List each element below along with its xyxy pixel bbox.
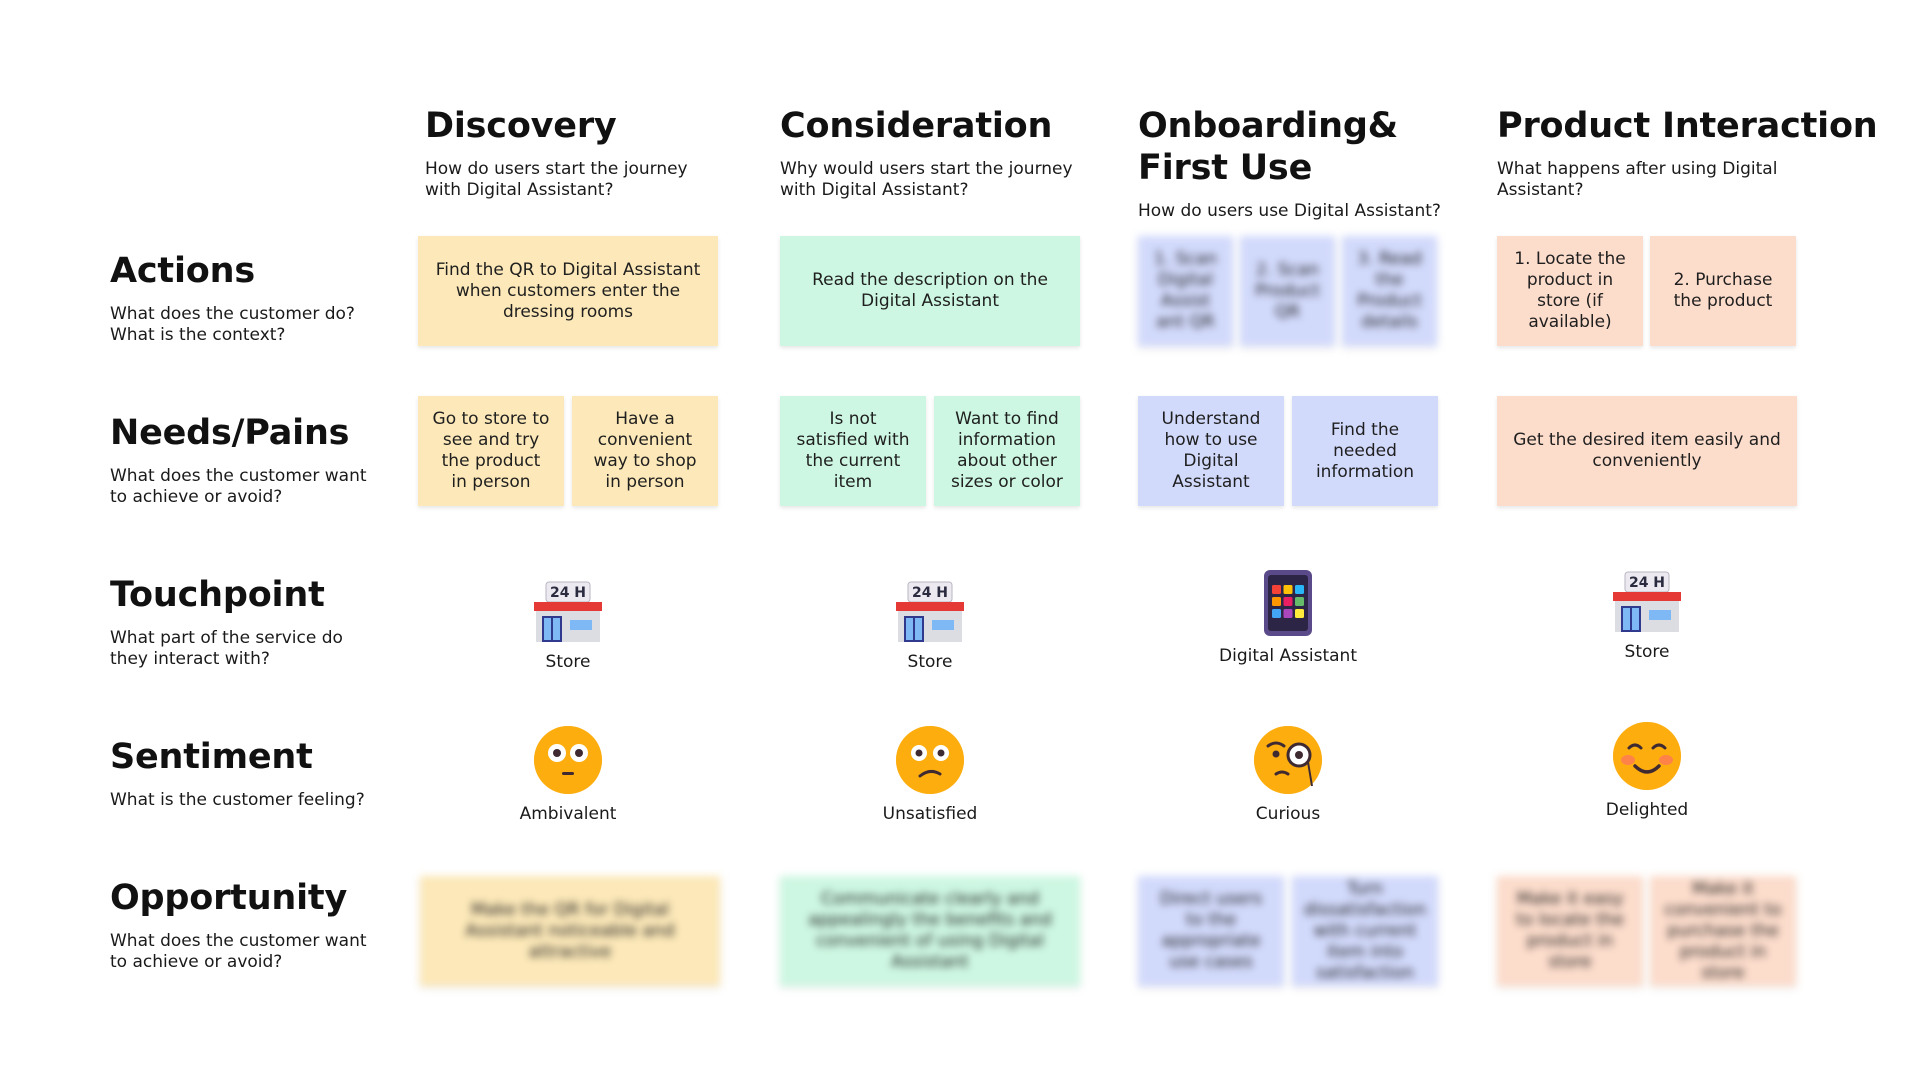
touchpoint-label: Digital Assistant bbox=[1219, 646, 1357, 666]
row-question: What is the customer feeling? bbox=[110, 790, 365, 810]
store-icon bbox=[1611, 570, 1683, 634]
row-label-touchpoint bbox=[110, 574, 380, 670]
stage-title: Discovery bbox=[425, 106, 617, 146]
sticky-note-need-discovery-2[interactable]: Have a convenient way to shop in person bbox=[572, 396, 718, 506]
stage-title: Consideration bbox=[780, 106, 1053, 146]
touchpoint-label: Store bbox=[545, 652, 591, 672]
row-label-opportunity bbox=[110, 877, 380, 973]
stage-title: Onboarding& First Use bbox=[1138, 106, 1398, 188]
row-label-needs-pains bbox=[110, 412, 380, 508]
sticky-note-opportunity-discovery[interactable]: Make the QR for Digital Assistant noticeable and attractive bbox=[420, 876, 720, 986]
svg-text:24 H: 24 H bbox=[911, 585, 949, 601]
stage-header-discovery bbox=[425, 105, 745, 201]
row-title: Actions bbox=[110, 251, 255, 291]
touchpoint-label: Store bbox=[907, 652, 953, 672]
svg-text:24 H: 24 H bbox=[1628, 575, 1666, 591]
stage-question: Why would users start the journey with Digital Assistant? bbox=[780, 159, 1073, 200]
sticky-note-action-product-1[interactable]: 1. Locate the product in store (if available) bbox=[1497, 236, 1643, 346]
sticky-note-action-onboarding-1[interactable]: 1. Scan Digital Assist ant QR bbox=[1138, 236, 1233, 346]
sentiment-label: Ambivalent bbox=[519, 804, 617, 824]
sticky-note-need-onboarding-1[interactable]: Understand how to use Digital Assistant bbox=[1138, 396, 1284, 506]
touchpoint-label: Store bbox=[1624, 642, 1670, 662]
touchpoint-onboarding bbox=[1178, 568, 1398, 667]
sticky-note-need-product[interactable]: Get the desired item easily and conveniently bbox=[1497, 396, 1797, 506]
row-title: Sentiment bbox=[110, 737, 313, 777]
sticky-note-action-onboarding-2[interactable]: 2. Scan Product QR bbox=[1240, 236, 1335, 346]
stage-header-consideration bbox=[780, 105, 1110, 201]
sticky-note-opportunity-consideration[interactable]: Communicate clearly and appealingly the benefits and convenient of using Digital Assistant bbox=[780, 876, 1080, 986]
sentiment-label: Unsatisfied bbox=[882, 804, 978, 824]
sentiment-onboarding bbox=[1178, 724, 1398, 825]
stage-header-product-interaction bbox=[1497, 105, 1887, 201]
sentiment-label: Delighted bbox=[1605, 800, 1689, 820]
sticky-note-action-product-2[interactable]: 2. Purchase the product bbox=[1650, 236, 1796, 346]
sticky-note-action-discovery[interactable]: Find the QR to Digital Assistant when customers enter the dressing rooms bbox=[418, 236, 718, 346]
tablet-icon bbox=[1262, 568, 1314, 638]
touchpoint-discovery bbox=[458, 580, 678, 673]
sticky-note-action-consideration[interactable]: Read the description on the Digital Assistant bbox=[780, 236, 1080, 346]
row-title: Needs/Pains bbox=[110, 413, 350, 453]
sentiment-consideration bbox=[820, 724, 1040, 825]
sticky-note-need-discovery-1[interactable]: Go to store to see and try the product in person bbox=[418, 396, 564, 506]
stage-question: How do users start the journey with Digital Assistant? bbox=[425, 159, 688, 200]
row-title: Opportunity bbox=[110, 878, 348, 918]
touchpoint-consideration bbox=[820, 580, 1040, 673]
monocle-face-icon bbox=[1252, 724, 1324, 796]
sentiment-discovery bbox=[458, 724, 678, 825]
sticky-note-opportunity-onboarding-2[interactable]: Turn dissatisfaction with current item into satisfaction bbox=[1292, 876, 1438, 986]
stage-question: What happens after using Digital Assistant? bbox=[1497, 159, 1778, 200]
sentiment-label: Curious bbox=[1255, 804, 1321, 824]
row-label-sentiment bbox=[110, 736, 380, 811]
row-question: What does the customer want to achieve or avoid? bbox=[110, 466, 367, 507]
row-question: What does the customer do? What is the context? bbox=[110, 304, 355, 345]
sticky-note-action-onboarding-3[interactable]: 3. Read the Product details bbox=[1342, 236, 1437, 346]
row-label-actions bbox=[110, 250, 380, 346]
touchpoint-product-interaction bbox=[1537, 570, 1757, 663]
sticky-note-need-consideration-1[interactable]: Is not satisfied with the current item bbox=[780, 396, 926, 506]
sticky-note-opportunity-product-2[interactable]: Make it convenient to purchase the product in store bbox=[1650, 876, 1796, 986]
sentiment-product-interaction bbox=[1537, 720, 1757, 821]
flushed-face-icon bbox=[532, 724, 604, 796]
row-question: What does the customer want to achieve or avoid? bbox=[110, 931, 367, 972]
sticky-note-opportunity-onboarding-1[interactable]: Direct users to the appropriate use cases bbox=[1138, 876, 1284, 986]
row-title: Touchpoint bbox=[110, 575, 325, 615]
row-question: What part of the service do they interact with? bbox=[110, 628, 343, 669]
smiling-face-icon bbox=[1611, 720, 1683, 792]
svg-text:24 H: 24 H bbox=[549, 585, 587, 601]
stage-header-onboarding bbox=[1138, 105, 1478, 222]
confused-face-icon bbox=[894, 724, 966, 796]
store-icon bbox=[532, 580, 604, 644]
sticky-note-opportunity-product-1[interactable]: Make it easy to locate the product in store bbox=[1497, 876, 1643, 986]
stage-title: Product Interaction bbox=[1497, 106, 1878, 146]
store-icon bbox=[894, 580, 966, 644]
sticky-note-need-consideration-2[interactable]: Want to find information about other sizes or color bbox=[934, 396, 1080, 506]
sticky-note-need-onboarding-2[interactable]: Find the needed information bbox=[1292, 396, 1438, 506]
stage-question: How do users use Digital Assistant? bbox=[1138, 201, 1441, 221]
